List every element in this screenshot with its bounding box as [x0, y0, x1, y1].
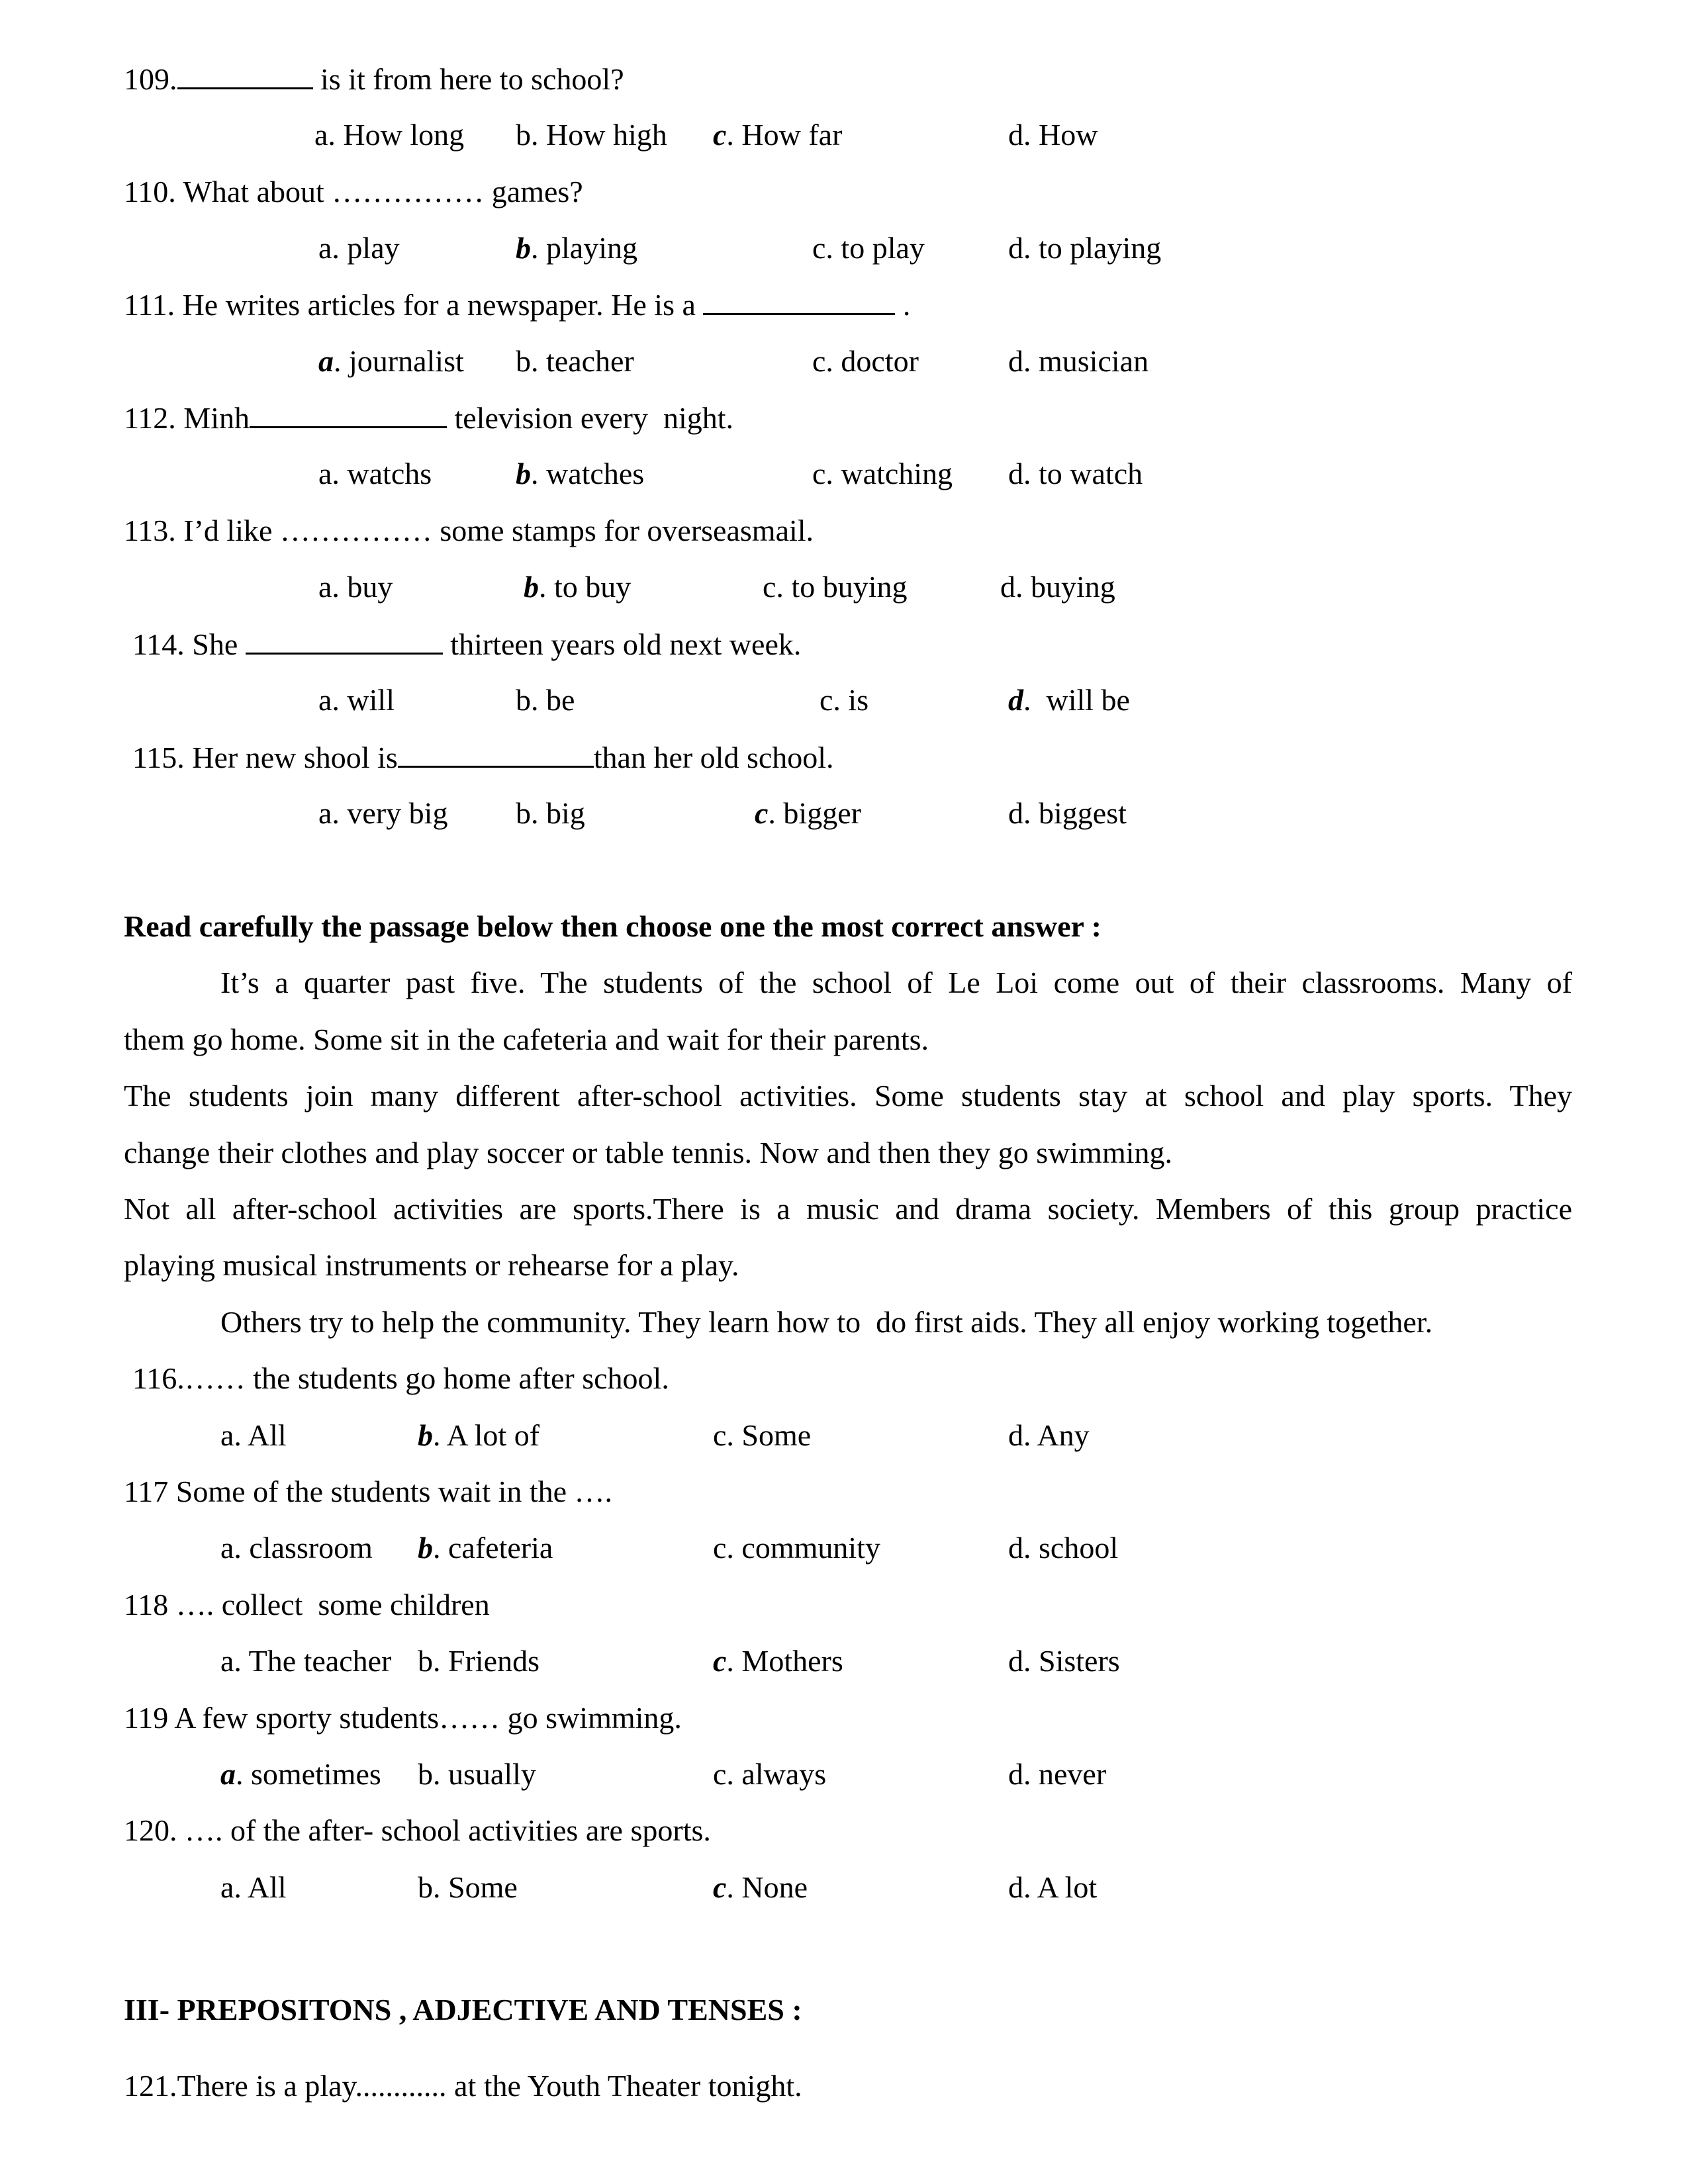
option-letter: c [713, 1418, 727, 1452]
option-text: . to buying [776, 570, 908, 604]
option-text: . teacher [531, 344, 634, 378]
option-text: . buying [1015, 570, 1115, 604]
option-text: . to watch [1023, 457, 1143, 490]
option-a [318, 796, 447, 831]
option-letter: a [318, 457, 332, 490]
option-c [820, 682, 868, 718]
option-letter: c [713, 1757, 727, 1791]
option-letter: d [1008, 1870, 1023, 1904]
option-letter: b [516, 457, 531, 490]
option-text: . How [1023, 118, 1098, 152]
question-text: is it from here to school? [312, 62, 624, 96]
option-text: . very big [332, 796, 448, 830]
option-text: . to buy [539, 570, 632, 604]
option-letter: d [1008, 118, 1023, 152]
option-letter: b [516, 231, 531, 265]
passage-line: them go home. Some sit in the cafeteria and wait for their parents. [124, 1023, 929, 1056]
passage-line: playing musical instruments or rehearse for a play. [124, 1248, 739, 1282]
option-letter: b [516, 796, 531, 830]
passage-line: The students join many different after-school activities. Some students stay at school and play sports. They [124, 1079, 1572, 1113]
option-letter: b [524, 570, 539, 604]
option-d [1008, 1870, 1097, 1905]
option-letter: d [1008, 683, 1023, 717]
option-letter: b [516, 118, 531, 152]
option-text: . journalist [334, 344, 464, 378]
option-b [516, 343, 634, 379]
option-text: . playing [531, 231, 637, 265]
option-b-answer [418, 1530, 553, 1566]
option-letter: b [418, 1870, 433, 1904]
option-text: . never [1023, 1757, 1107, 1791]
option-text: . be [531, 683, 575, 717]
option-text: . Friends [433, 1644, 539, 1678]
question-text: 119 A few sporty students…… go swimming. [124, 1701, 682, 1735]
option-text: . school [1023, 1531, 1119, 1565]
option-text: . classroom [234, 1531, 373, 1565]
passage-line: Not all after-school activities are sports.There is a music and drama society. Members of this group practice [124, 1192, 1572, 1226]
option-c [713, 1418, 811, 1453]
option-d [1008, 117, 1098, 153]
option-letter: d [1008, 231, 1023, 265]
option-c-answer [713, 1870, 808, 1905]
option-text: than her old school. [593, 741, 834, 774]
option-letter: c [820, 683, 833, 717]
option-text: . A lot [1023, 1870, 1098, 1904]
option-d [1008, 796, 1127, 831]
option-b [516, 796, 585, 831]
option-text: . A lot of [433, 1418, 540, 1452]
option-a [314, 117, 464, 153]
option-letter: b [516, 344, 531, 378]
reading-heading: Read carefully the passage below then choose one the most correct answer : [124, 909, 1102, 943]
option-text: . Sisters [1023, 1644, 1120, 1678]
option-text: . watchs [332, 457, 432, 490]
option-letter: a [318, 344, 334, 378]
option-b [516, 117, 667, 153]
option-letter: c [763, 570, 776, 604]
option-letter: c [812, 344, 826, 378]
option-letter: c [812, 231, 826, 265]
option-text: . cafeteria [433, 1531, 553, 1565]
option-text: . watching [825, 457, 953, 490]
option-text: . All [234, 1418, 287, 1452]
option-b [418, 1870, 518, 1905]
option-text: . All [234, 1870, 287, 1904]
option-letter: a [220, 1644, 234, 1678]
option-letter: d [1008, 1531, 1023, 1565]
answer-blank [703, 287, 895, 315]
option-d [1000, 569, 1115, 605]
option-b [418, 1643, 539, 1679]
option-letter: c [713, 1531, 727, 1565]
option-letter: a [318, 796, 332, 830]
option-text: thirteen years old next week. [442, 627, 802, 661]
option-d [1008, 1756, 1106, 1792]
option-text: . Some [433, 1870, 518, 1904]
option-d-answer [1008, 682, 1130, 718]
option-text: . How long [328, 118, 465, 152]
option-a [220, 1418, 287, 1453]
option-letter: b [418, 1757, 433, 1791]
option-letter: c [713, 118, 727, 152]
option-letter: a [318, 231, 332, 265]
option-letter: a [314, 118, 328, 152]
option-letter: a [318, 683, 332, 717]
option-b [418, 1756, 536, 1792]
question-text: 113. I’d like …………… some stamps for overseasmail. [124, 514, 814, 547]
option-letter: c [713, 1644, 727, 1678]
option-letter: a [318, 570, 332, 604]
option-letter: a [220, 1418, 234, 1452]
passage-line: It’s a quarter past five. The students of the school of Le Loi come out of their classrooms. Many of [220, 966, 1572, 999]
option-text: . will [332, 683, 395, 717]
option-text: . [895, 288, 911, 322]
option-text: . Any [1023, 1418, 1090, 1452]
option-c [812, 456, 953, 492]
option-letter: b [418, 1418, 433, 1452]
answer-blank [246, 626, 443, 655]
option-letter: d [1008, 1644, 1023, 1678]
option-b-answer [418, 1418, 539, 1453]
option-text: . Some [726, 1418, 812, 1452]
option-letter: a [220, 1870, 234, 1904]
option-a [318, 569, 393, 605]
option-letter: d [1008, 1418, 1023, 1452]
option-text: . play [332, 231, 400, 265]
option-text: . usually [433, 1757, 536, 1791]
option-letter: a [220, 1757, 236, 1791]
option-a [318, 456, 432, 492]
option-b [516, 682, 575, 718]
question-text: 116.…… the students go home after school. [132, 1361, 669, 1395]
option-letter: a [220, 1531, 234, 1565]
option-text: . bigger [768, 796, 861, 830]
option-text: . sometimes [236, 1757, 381, 1791]
option-text: . How far [726, 118, 843, 152]
option-text: . doctor [825, 344, 919, 378]
option-a [220, 1530, 373, 1566]
option-d [1008, 230, 1161, 266]
option-text: . is [833, 683, 869, 717]
option-a [220, 1643, 391, 1679]
option-letter: c [812, 457, 826, 490]
option-c [812, 343, 919, 379]
passage-line: Others try to help the community. They learn how to do first aids. They all enjoy working together. [220, 1305, 1433, 1339]
option-b-answer [516, 230, 637, 266]
option-c-answer [713, 1643, 843, 1679]
option-letter: b [516, 683, 531, 717]
option-text: . None [726, 1870, 808, 1904]
option-text: . biggest [1023, 796, 1127, 830]
option-d [1008, 1643, 1120, 1679]
question-text: 120. …. of the after- school activities are sports. [124, 1813, 711, 1847]
option-letter: c [755, 796, 769, 830]
section-heading: III- PREPOSITONS , ADJECTIVE AND TENSES : [124, 1993, 802, 2026]
option-letter: b [418, 1644, 433, 1678]
question-text: 112. Minh [124, 401, 250, 435]
option-d [1008, 343, 1149, 379]
option-c [713, 1756, 826, 1792]
option-letter: d [1008, 1757, 1023, 1791]
option-b-answer [516, 456, 644, 492]
option-text: . watches [531, 457, 645, 490]
option-letter: d [1000, 570, 1015, 604]
option-text: . to play [825, 231, 925, 265]
option-a [318, 682, 395, 718]
option-a-answer [220, 1756, 381, 1792]
option-c [763, 569, 907, 605]
option-c-answer [755, 796, 861, 831]
option-d [1008, 456, 1143, 492]
option-text: . Mothers [726, 1644, 843, 1678]
option-d [1008, 1418, 1090, 1453]
option-a [318, 230, 400, 266]
question-text: 110. What about …………… games? [124, 175, 583, 208]
option-text: . always [726, 1757, 827, 1791]
option-text: . How high [531, 118, 667, 152]
question-number: 109. [124, 62, 177, 96]
option-text: . will be [1023, 683, 1130, 717]
option-a [220, 1870, 287, 1905]
option-c-answer [713, 117, 842, 153]
option-letter: d [1008, 796, 1023, 830]
option-text: . big [531, 796, 585, 830]
option-text: television every night. [446, 401, 734, 435]
option-c [713, 1530, 880, 1566]
option-letter: d [1008, 457, 1023, 490]
option-text: . The teacher [234, 1644, 392, 1678]
option-c [812, 230, 925, 266]
passage-line: change their clothes and play soccer or table tennis. Now and then they go swimming. [124, 1136, 1173, 1169]
question-text: 111. He writes articles for a newspaper. He is a [124, 288, 704, 322]
option-b-answer [524, 569, 631, 605]
option-letter: c [713, 1870, 727, 1904]
question-text: 117 Some of the students wait in the …. [124, 1475, 613, 1508]
option-a-answer [318, 343, 464, 379]
option-text: . community [726, 1531, 880, 1565]
answer-blank [398, 739, 594, 768]
option-d [1008, 1530, 1118, 1566]
option-text: . to playing [1023, 231, 1162, 265]
question-121: 121.There is a play............ at the Youth Theater tonight. [124, 2069, 802, 2103]
question-text: 114. She [132, 627, 246, 661]
option-text: . musician [1023, 344, 1149, 378]
option-text: . buy [332, 570, 393, 604]
question-text: 115. Her new shool is [132, 741, 398, 774]
answer-blank [177, 61, 313, 89]
answer-blank [250, 400, 447, 428]
option-letter: b [418, 1531, 433, 1565]
option-letter: d [1008, 344, 1023, 378]
question-text: 118 …. collect some children [124, 1588, 490, 1621]
